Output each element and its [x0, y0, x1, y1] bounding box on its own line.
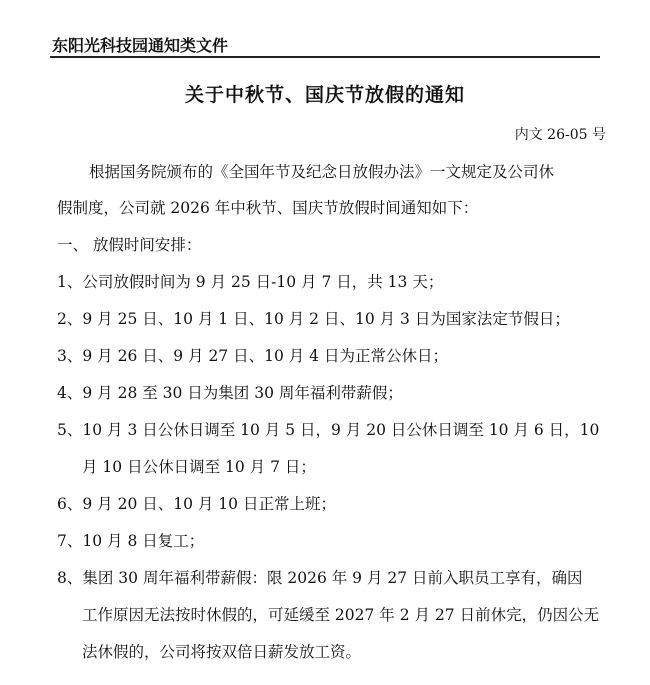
list-item-1: 1、公司放假时间为 9 月 25 日-10 月 7 日，共 13 天；	[57, 273, 444, 291]
list-item-2: 2、9 月 25 日、10 月 1 日、10 月 2 日、10 月 3 日为国家法定节假日；	[57, 310, 570, 328]
list-item-5: 5、10 月 3 日公休日调至 10 月 5 日，9 月 20 日公休日调至 10 月 6 日，10	[57, 421, 600, 439]
intro-line-2: 假制度，公司就 2026 年中秋节、国庆节放假时间通知如下：	[57, 199, 479, 217]
intro-line-1: 根据国务院颁布的《全国年节及纪念日放假办法》一文规定及公司休	[89, 163, 555, 181]
list-item-6: 6、9 月 20 日、10 月 10 日正常上班；	[57, 495, 336, 513]
notice-title: 关于中秋节、国庆节放假的通知	[184, 84, 465, 106]
list-item-8: 8、集团 30 周年福利带薪假：限 2026 年 9 月 27 日前入职员工享有，确因	[57, 569, 583, 587]
section-heading-1: 一、 放假时间安排：	[57, 236, 202, 254]
list-item-5-continued: 月 10 日公休日调至 10 月 7 日；	[82, 458, 316, 476]
document-header-title: 东阳光科技园通知类文件	[52, 36, 229, 55]
list-item-3: 3、9 月 26 日、9 月 27 日、10 月 4 日为正常公休日；	[57, 347, 448, 365]
document-number: 内文 26-05 号	[514, 127, 606, 143]
list-item-8-continued-2: 法休假的，公司将按双倍日薪发放工资。	[82, 643, 362, 661]
list-item-7: 7、10 月 8 日复工；	[57, 532, 205, 550]
list-item-8-continued-1: 工作原因无法按时休假的，可延缓至 2027 年 2 月 27 日前休完，仍因公无	[82, 606, 600, 624]
header-divider	[50, 56, 600, 58]
list-item-4: 4、9 月 28 至 30 日为集团 30 周年福利带薪假；	[57, 384, 403, 402]
